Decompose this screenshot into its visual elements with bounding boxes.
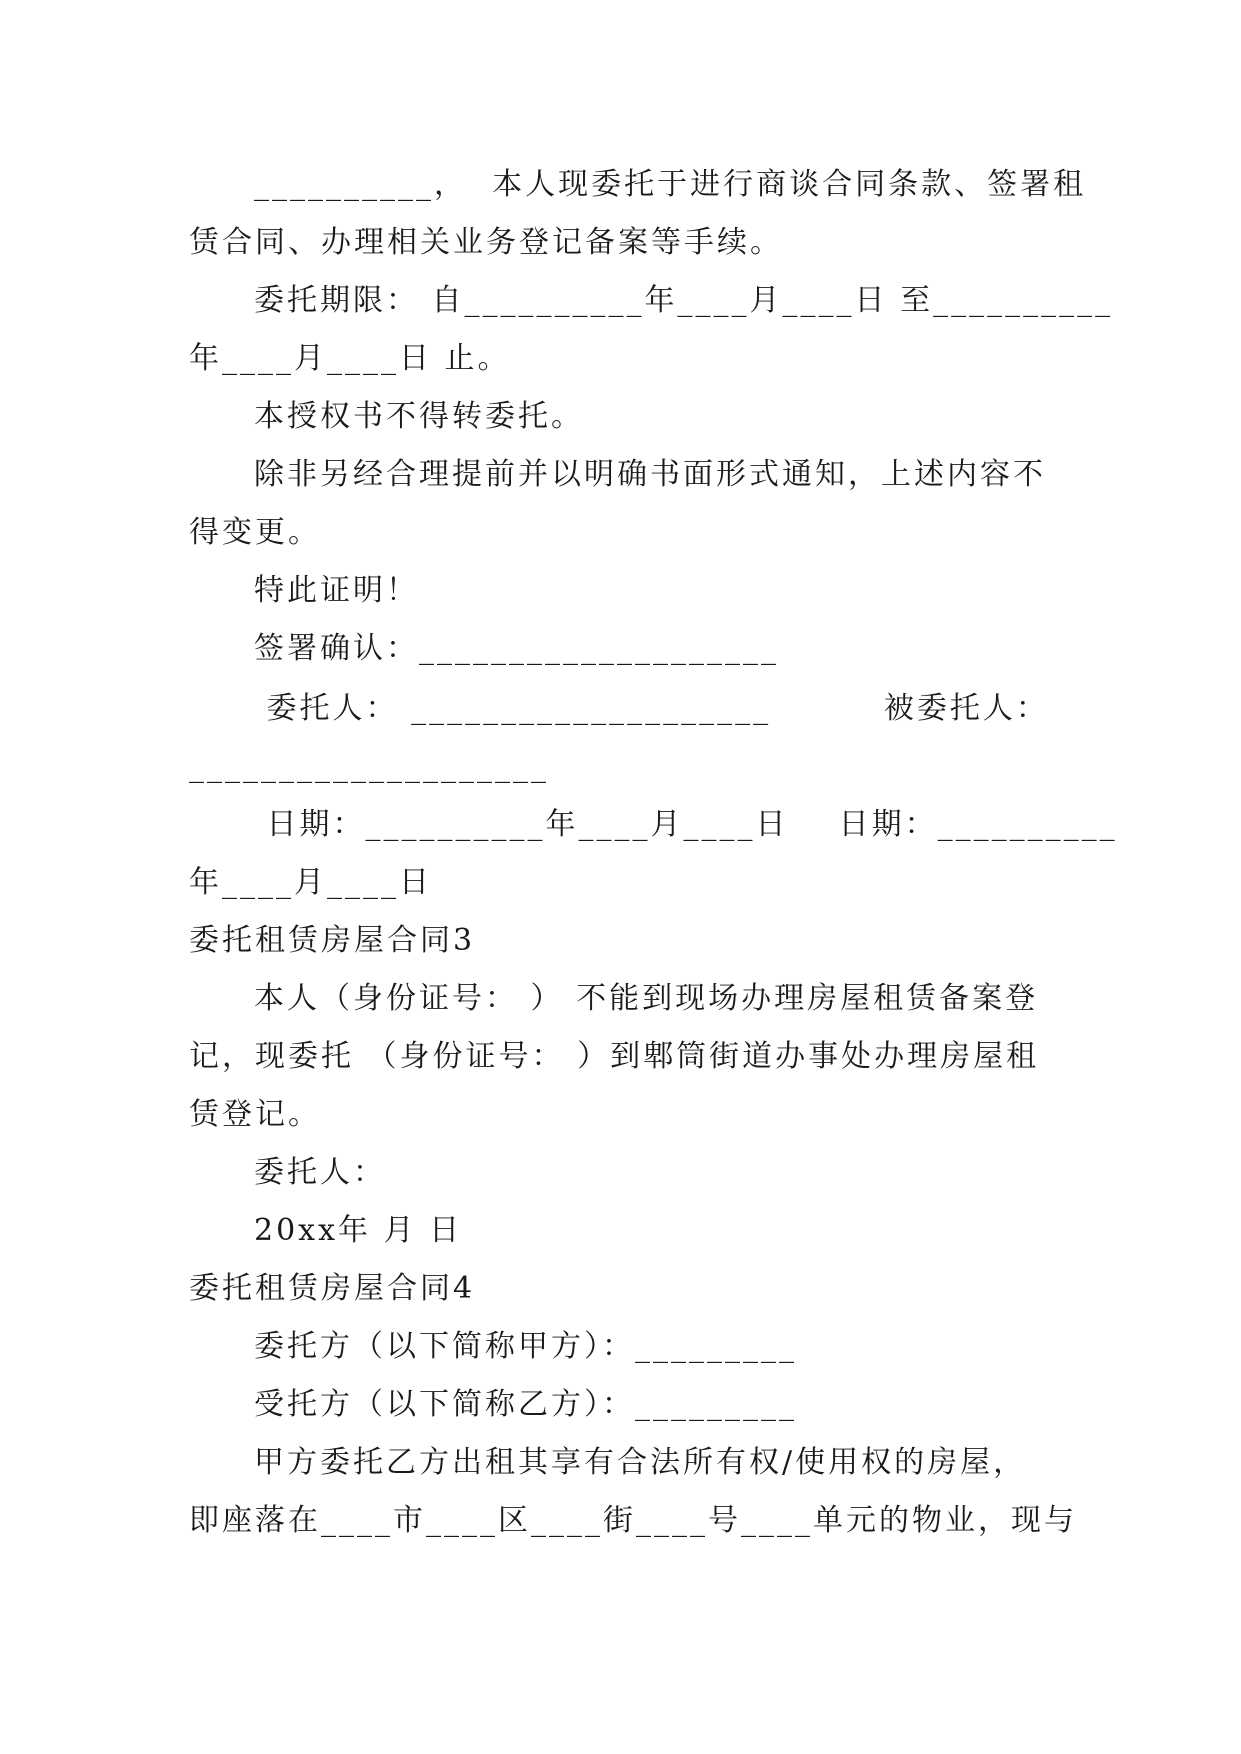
section-heading: 委托租赁房屋合同4 bbox=[189, 1271, 476, 1306]
date-line: 日期：__________年____月____日 日期：__________ bbox=[254, 807, 1118, 842]
paragraph-line: 除非另经合理提前并以明确书面形式通知，上述内容不 bbox=[254, 457, 1046, 492]
paragraph-line: 得变更。 bbox=[189, 515, 321, 550]
paragraph-line: 记，现委托 （身份证号： ）到郫筒街道办事处办理房屋租 bbox=[189, 1039, 1040, 1074]
party-a-line: 委托方（以下简称甲方）：_________ bbox=[254, 1329, 797, 1364]
paragraph-line: 即座落在____市____区____街____号____单元的物业，现与 bbox=[189, 1503, 1077, 1538]
paragraph-line: 委托期限： 自__________年____月____日 至__________ bbox=[254, 283, 1114, 318]
paragraph-line: 本授权书不得转委托。 bbox=[254, 399, 584, 434]
paragraph-line: 赁登记。 bbox=[189, 1097, 321, 1132]
paragraph-line: 特此证明！ bbox=[254, 573, 419, 608]
paragraph-line: 甲方委托乙方出租其享有合法所有权/使用权的房屋， bbox=[254, 1445, 1027, 1480]
paragraph-line: __________， 本人现委托于进行商谈合同条款、签署租 bbox=[254, 167, 1087, 202]
date-text: 20xx年 月 日 bbox=[254, 1213, 463, 1248]
signature-confirm-line: 签署确认：____________________ bbox=[254, 631, 779, 666]
section-heading: 委托租赁房屋合同3 bbox=[189, 923, 476, 958]
paragraph-line: 年____月____日 止。 bbox=[189, 341, 511, 376]
paragraph-line: 本人（身份证号： ） 不能到现场办理房屋租赁备案登 bbox=[254, 981, 1039, 1016]
paragraph-line: 赁合同、办理相关业务登记备案等手续。 bbox=[189, 225, 783, 260]
agent-blank-line: ____________________ bbox=[189, 749, 549, 784]
date-line-continued: 年____月____日 bbox=[189, 865, 432, 900]
party-b-line: 受托方（以下简称乙方）：_________ bbox=[254, 1387, 797, 1422]
principal-label: 委托人： bbox=[254, 1155, 386, 1190]
principal-agent-line: 委托人： ____________________ 被委托人： bbox=[254, 691, 1049, 726]
